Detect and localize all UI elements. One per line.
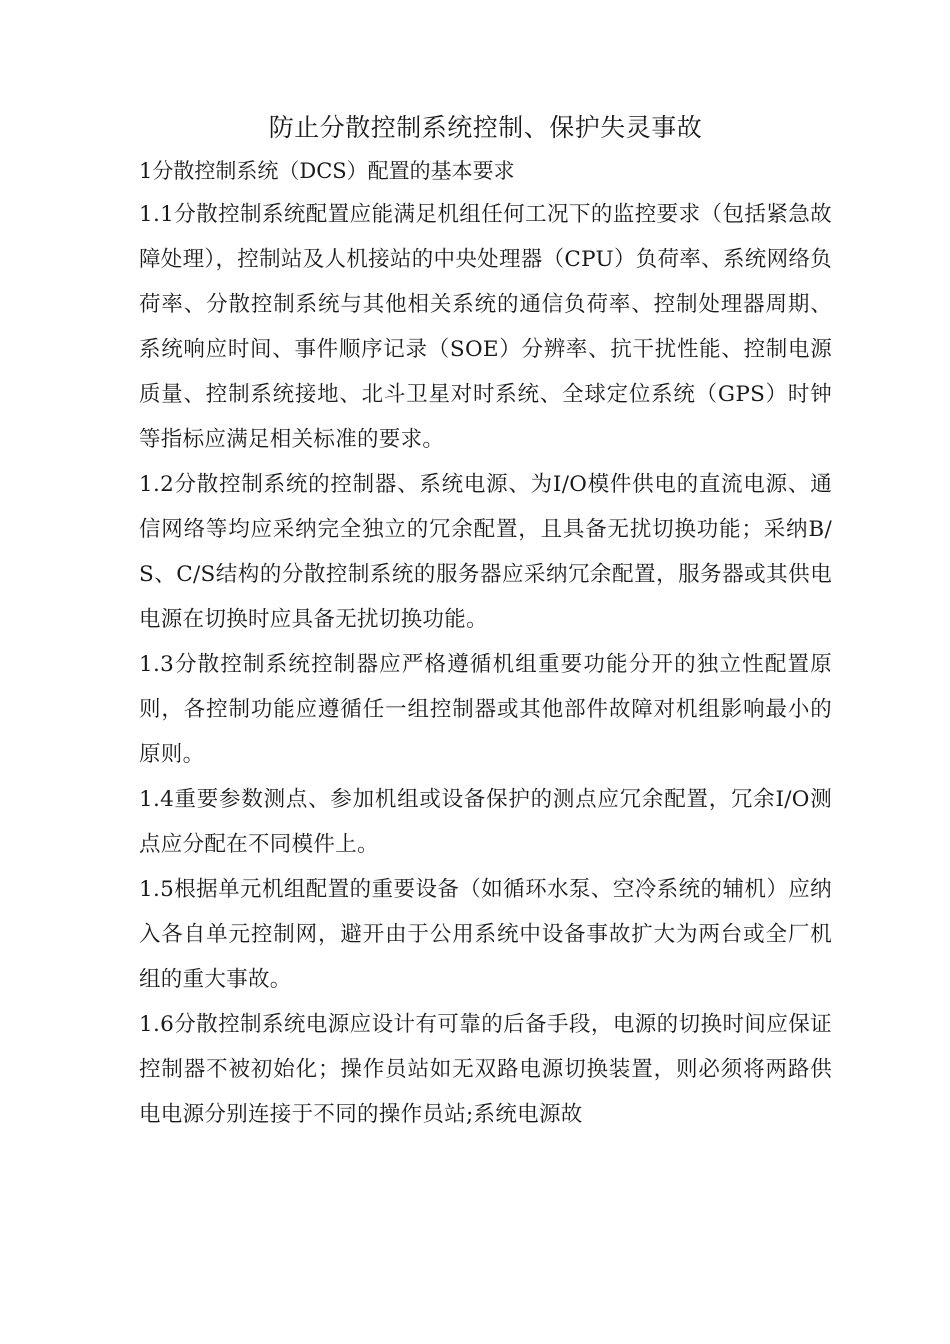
paragraph-1-4: 1.4重要参数测点、参加机组或设备保护的测点应冗余配置，冗余I/O测点应分配在不同模件上。	[139, 787, 832, 857]
document-page	[139, 108, 832, 1137]
section-heading: 1分散控制系统（DCS）配置的基本要求	[139, 159, 515, 183]
paragraph-1-3: 1.3分散控制系统控制器应严格遵循机组重要功能分开的独立性配置原则，各控制功能应遵循任一组控制器或其他部件故障对机组影响最小的原则。	[139, 652, 832, 767]
paragraph-1-2: 1.2分散控制系统的控制器、系统电源、为I/O模件供电的直流电源、通信网络等均应采纳完全独立的冗余配置，且具备无扰切换功能；采纳B/S、C/S结构的分散控制系统的服务器应采纳冗余配置，服务器或其供电电源在切换时应具备无扰切换功能。	[139, 472, 832, 632]
paragraph-1-1: 1.1分散控制系统配置应能满足机组任何工况下的监控要求（包括紧急故障处理），控制站及人机接站的中央处理器（CPU）负荷率、系统网络负荷率、分散控制系统与其他相关系统的通信负荷率、控制处理器周期、系统响应时间、事件顺序记录（SOE）分辨率、抗干扰性能、控制电源质量、控制系统接地、北斗卫星对时系统、全球定位系统（GPS）时钟等指标应满足相关标准的要求。	[139, 202, 832, 452]
paragraph-1-6: 1.6分散控制系统电源应设计有可靠的后备手段，电源的切换时间应保证控制器不被初始化；操作员站如无双路电源切换装置，则必须将两路供电电源分别连接于不同的操作员站;系统电源故	[139, 1012, 832, 1127]
paragraph-1-5: 1.5根据单元机组配置的重要设备（如循环水泵、空冷系统的辅机）应纳入各自单元控制网，避开由于公用系统中设备事故扩大为两台或全厂机组的重大事故。	[139, 877, 832, 992]
document-title: 防止分散控制系统控制、保护失灵事故	[268, 113, 703, 142]
